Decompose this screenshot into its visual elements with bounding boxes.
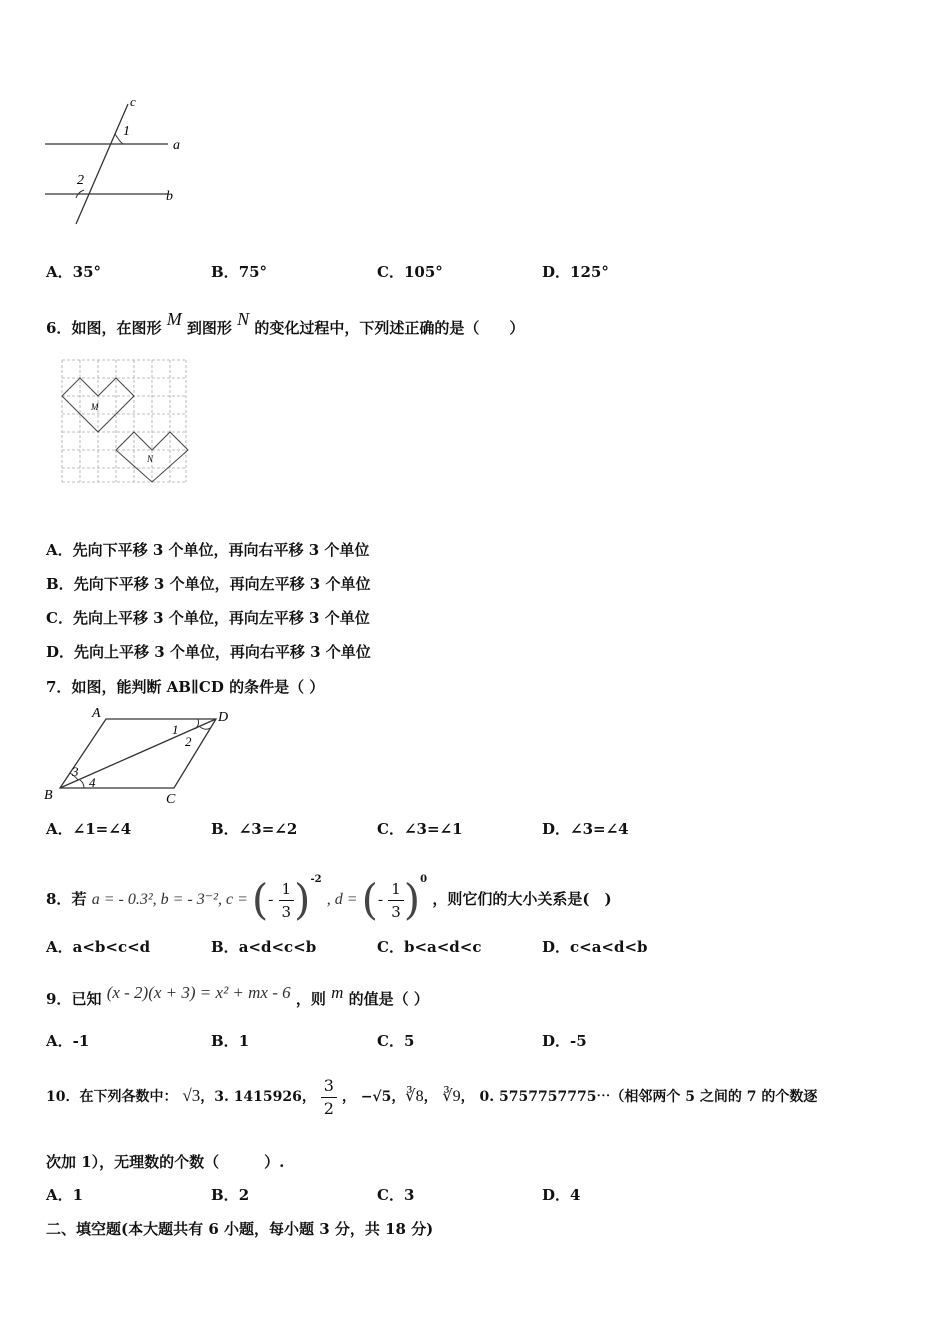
q9-option-c[interactable]: C．5 xyxy=(377,1032,415,1050)
q5-option-c[interactable]: C．105° xyxy=(377,263,443,281)
angle-1-arc xyxy=(115,134,123,144)
q10-option-a[interactable]: A．1 xyxy=(46,1186,84,1204)
q6-option-d[interactable]: D．先向上平移 3 个单位，再向右平移 3 个单位 xyxy=(46,643,371,661)
q8-option-d[interactable]: D．c<a<d<b xyxy=(542,938,648,956)
label-vertex-b: B xyxy=(44,788,53,803)
label-m: M xyxy=(91,402,99,412)
label-angle-1: 1 xyxy=(172,722,179,737)
q8-frac-d: $\frac{1}{3}$ xyxy=(388,878,404,923)
q5-option-b[interactable]: B．75° xyxy=(211,263,268,281)
q8-frac-c: $\frac{1}{3}$ xyxy=(279,878,295,923)
label-vertex-d: D xyxy=(218,710,229,725)
q10-option-b[interactable]: B．2 xyxy=(211,1186,250,1204)
q8-option-c[interactable]: C．b<a<d<c xyxy=(377,938,482,956)
label-n: N xyxy=(147,454,154,464)
label-vertex-a: A xyxy=(92,706,101,721)
q7-option-d[interactable]: D．∠3=∠4 xyxy=(542,820,629,838)
label-a: a xyxy=(173,138,180,153)
q9-option-b[interactable]: B．1 xyxy=(211,1032,250,1050)
q9-option-a[interactable]: A．-1 xyxy=(46,1032,90,1050)
q7-option-a[interactable]: A．∠1=∠4 xyxy=(46,820,132,838)
q10-option-c[interactable]: C．3 xyxy=(377,1186,415,1204)
label-vertex-c: C xyxy=(166,792,176,807)
section-2-heading: 二、填空题(本大题共有 6 小题，每小题 3 分，共 18 分) xyxy=(46,1220,434,1238)
label-angle-3: 3 xyxy=(72,764,79,779)
q9-stem: 9．已知 (x - 2)(x + 3) = x² + mx - 6 ，则 m 的值是（ ） xyxy=(46,983,429,1008)
q7-option-c[interactable]: C．∠3=∠1 xyxy=(377,820,463,838)
label-angle-2: 2 xyxy=(77,173,84,188)
angle-2-arc xyxy=(200,727,210,729)
label-angle-4: 4 xyxy=(89,775,96,790)
q5-option-d[interactable]: D．125° xyxy=(542,263,609,281)
parallel-lines-figure xyxy=(40,92,190,237)
q10-frac: $\frac{3}{2}$ xyxy=(321,1075,337,1120)
q7-stem: 7．如图，能判断 AB∥CD 的条件是（ ） xyxy=(46,678,325,696)
q10-option-d[interactable]: D．4 xyxy=(542,1186,581,1204)
q8-option-b[interactable]: B．a<d<c<b xyxy=(211,938,317,956)
q6-option-a[interactable]: A．先向下平移 3 个单位，再向右平移 3 个单位 xyxy=(46,541,370,559)
q8-option-a[interactable]: A．a<b<c<d xyxy=(46,938,151,956)
line-c xyxy=(76,104,128,224)
label-angle-2: 2 xyxy=(185,734,192,749)
q7-option-b[interactable]: B．∠3=∠2 xyxy=(211,820,298,838)
label-c: c xyxy=(130,94,136,109)
q10-stem-line2: 次加 1），无理数的个数（ ）. xyxy=(46,1153,285,1171)
label-angle-1: 1 xyxy=(123,124,130,139)
label-b: b xyxy=(166,189,173,204)
q10-stem: 10．在下列各数中： √3，3. 1415926， $\frac{3}{2}$ ， −√5，∛8， ∛9， 0. 5757757775⋯（相邻两个 5 之间的 7 的个数逐 xyxy=(46,1075,818,1118)
q9-option-d[interactable]: D．-5 xyxy=(542,1032,587,1050)
angle-4-arc xyxy=(80,780,84,788)
q6-option-b[interactable]: B．先向下平移 3 个单位，再向左平移 3 个单位 xyxy=(46,575,371,593)
q6-option-c[interactable]: C．先向上平移 3 个单位，再向左平移 3 个单位 xyxy=(46,609,370,627)
q8-stem: 8．若 a = - 0.3², b = - 3⁻², c = (- $\frac{1}{3}$ )$^{-2}$ , d = (- $\frac{1}{3}$ )$^0$ ，则它们的大小关系是( ) xyxy=(46,874,612,924)
q8-expr-ab: a = - 0.3², b = - 3⁻², c = xyxy=(91,891,252,908)
q5-option-a[interactable]: A．35° xyxy=(46,263,102,281)
quadrilateral-figure xyxy=(40,703,240,808)
q6-stem: 6．如图，在图形 M 到图形 N 的变化过程中，下列述正确的是（ ） xyxy=(46,309,525,337)
translation-grid-figure xyxy=(60,358,190,486)
q9-expression: (x - 2)(x + 3) = x² + mx - 6 xyxy=(106,983,291,1002)
